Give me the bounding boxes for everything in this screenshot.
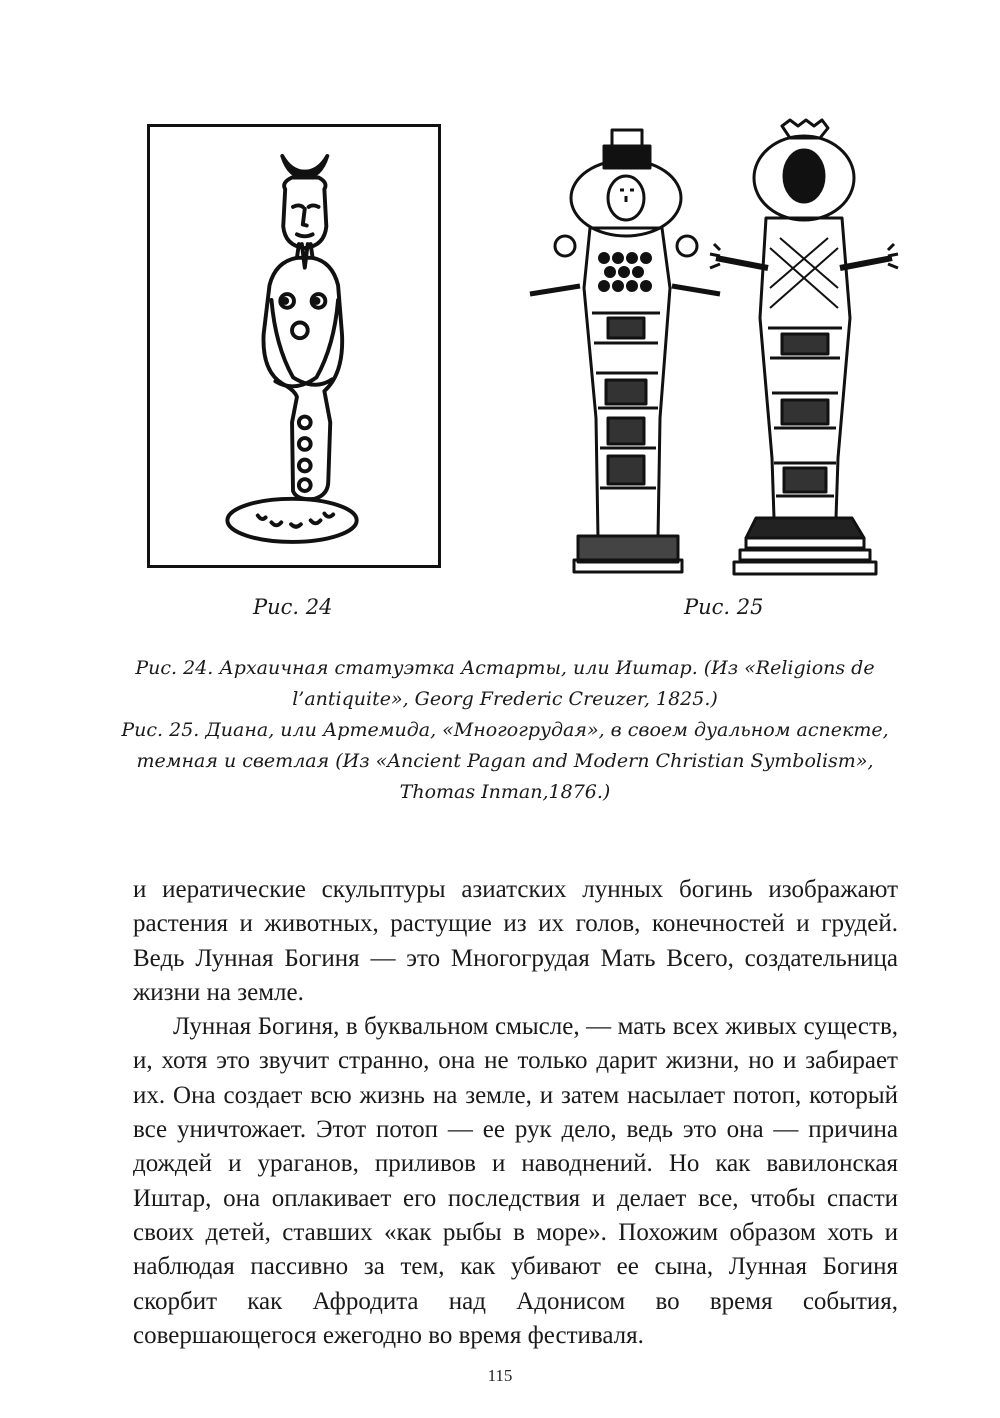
figure-25-artemis-statues [520, 118, 905, 578]
caption-line: Рис. 25. Диана, или Артемида, «Многогрудая», в своем дуальном аспекте, [121, 719, 889, 741]
paragraph: Лунная Богиня, в буквальном смысле, — мать всех живых существ, и, хотя это звучит странно, она не только дарит жизни, но и забирает их. Она создает всю жизнь на земле, и затем насылает потоп, который все уничтожает. Этот потоп — ее рук дело, ведь это она — причина дождей и ураганов, приливов и наводнений. Но как вавилонская Иштар, она оплакивает его последствия и делает все, чтобы спасти своих детей, ставших «как рыбы в море». Похожим образом хоть и наблюдая пассивно за тем, как убивают ее сына, Лунная Богиня скорбит как Афродита над Адонисом во время события, совершающегося ежегодно во время фестиваля. [133, 1013, 898, 1349]
artemis-light-statue [530, 130, 720, 572]
caption-line: Рис. 24. Архаичная статуэтка Астарты, или Иштар. (Из «Religions de [135, 657, 875, 679]
figure-25-label: Рис. 25 [684, 595, 764, 619]
caption-line: Thomas Inman,1876.) [399, 781, 611, 803]
figure-caption [110, 653, 900, 808]
artemis-dark-statue [710, 120, 898, 574]
page-number: 115 [487, 1366, 513, 1385]
caption-line: l’antiquite», Georg Frederic Creuzer, 1825.) [292, 688, 718, 710]
body-text [133, 873, 898, 1353]
paragraph: и иератические скульптуры азиатских лунных богинь изображают растения и животных, растущие из их голов, конечностей и грудей. Ведь Лунная Богиня — это Многогрудая Мать Всего, создательница жизни на земле. [133, 876, 898, 1006]
figure-24-label: Рис. 24 [253, 595, 333, 619]
figure-24-astarte-statuette [147, 124, 441, 568]
caption-line: темная и светлая (Из «Ancient Pagan and Modern Christian Symbolism», [136, 750, 874, 772]
